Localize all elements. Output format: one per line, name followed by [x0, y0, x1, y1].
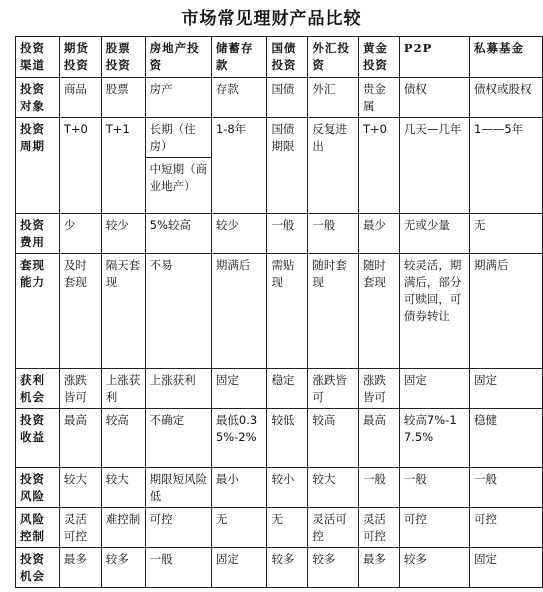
table-cell: T+1 [101, 118, 145, 214]
table-cell: 1-8年 [211, 118, 267, 214]
table-row [16, 78, 543, 118]
table-cell: 最少 [358, 214, 399, 254]
table-cell: 较多 [101, 548, 145, 588]
header-cell-bonds: 国债投资 [267, 37, 308, 78]
row-label: 风险控制 [16, 508, 60, 548]
table-cell: 稳定 [267, 369, 308, 409]
table-cell: 最高 [358, 409, 399, 468]
table-cell: 较大 [59, 468, 101, 508]
table-row [16, 409, 543, 468]
row-label: 投资机会 [16, 548, 60, 588]
row-label: 投资费用 [16, 214, 60, 254]
table-cell: 较大 [101, 468, 145, 508]
table-cell: 较高 [101, 409, 145, 468]
table-cell: 较少 [211, 214, 267, 254]
row-label: 投资风险 [16, 468, 60, 508]
table-row [16, 468, 543, 508]
header-row [16, 37, 543, 78]
table-row [16, 214, 543, 254]
table-cell: 固定 [211, 369, 267, 409]
table-cell: 灵活可控 [358, 508, 399, 548]
table-row [16, 118, 543, 158]
table-row [16, 548, 543, 588]
table-cell: 较低 [267, 409, 308, 468]
table-cell: 无或少量 [399, 214, 469, 254]
table-cell: 股票 [101, 78, 145, 118]
table-cell: 固定 [399, 369, 469, 409]
table-cell: 存款 [211, 78, 267, 118]
table-cell: 随时套现 [358, 254, 399, 369]
header-cell-stocks: 股票投资 [101, 37, 145, 78]
table-cell: 上涨获利 [145, 369, 211, 409]
table-cell: 期满后 [470, 254, 543, 369]
table-cell: 灵活可控 [308, 508, 359, 548]
table-cell: 较小 [267, 468, 308, 508]
table-cell: 一般 [145, 548, 211, 588]
table-cell: 反复进出 [308, 118, 359, 214]
table-cell: 长期（住房） [145, 118, 211, 158]
table-cell: 及时套现 [59, 254, 101, 369]
table-cell: 债权或股权 [470, 78, 543, 118]
table-cell: 不易 [145, 254, 211, 369]
table-cell: 固定 [211, 548, 267, 588]
table-cell: 一般 [470, 468, 543, 508]
table-cell: 较高 [308, 409, 359, 468]
table-cell: T+0 [59, 118, 101, 214]
table-cell: 较多 [399, 548, 469, 588]
row-label: 投资收益 [16, 409, 60, 468]
table-cell: 较多 [308, 548, 359, 588]
table-cell: 随时套现 [308, 254, 359, 369]
table-cell: 较大 [308, 468, 359, 508]
table-cell: 隔天套现 [101, 254, 145, 369]
header-cell-forex: 外汇投资 [308, 37, 359, 78]
row-label: 获利机会 [16, 369, 60, 409]
table-cell: 一般 [267, 214, 308, 254]
table-cell: 期满后 [211, 254, 267, 369]
table-cell: 商品 [59, 78, 101, 118]
table-cell: 最多 [59, 548, 101, 588]
table-cell: 涨跌皆可 [59, 369, 101, 409]
row-label: 投资对象 [16, 78, 60, 118]
table-cell: 最低0.35%-2% [211, 409, 267, 468]
table-cell: 稳健 [470, 409, 543, 468]
table-cell: 1——5年 [470, 118, 543, 214]
table-row [16, 254, 543, 369]
table-cell: 5%较高 [145, 214, 211, 254]
table-cell: 最多 [358, 548, 399, 588]
table-cell: 国债 [267, 78, 308, 118]
header-cell-gold: 黄金投资 [358, 37, 399, 78]
table-cell: 较高7%-17.5% [399, 409, 469, 468]
table-cell: 较灵活，期满后，部分可赎回，可债券转让 [399, 254, 469, 369]
table-cell: 中短期（商业地产） [145, 158, 211, 214]
table-cell: 不确定 [145, 409, 211, 468]
table-cell: 外汇 [308, 78, 359, 118]
table-cell: 固定 [470, 369, 543, 409]
table-cell: 较多 [267, 548, 308, 588]
table-cell: 无 [211, 508, 267, 548]
table-cell: T+0 [358, 118, 399, 214]
table-cell: 可控 [145, 508, 211, 548]
header-cell-futures: 期货投资 [59, 37, 101, 78]
header-cell-savings: 储蓄存款 [211, 37, 267, 78]
table-cell: 期限短风险低 [145, 468, 211, 508]
table-cell: 一般 [399, 468, 469, 508]
table-cell: 无 [470, 214, 543, 254]
table-cell: 上涨获利 [101, 369, 145, 409]
table-cell: 房产 [145, 78, 211, 118]
table-row [16, 369, 543, 409]
table-cell: 涨跌皆可 [358, 369, 399, 409]
table-cell: 国债期限 [267, 118, 308, 214]
header-cell-real-estate: 房地产投资 [145, 37, 211, 78]
table-cell: 一般 [308, 214, 359, 254]
comparison-table [15, 36, 543, 588]
table-cell: 灵活可控 [59, 508, 101, 548]
header-cell-p2p: P2P [399, 37, 469, 78]
table-cell: 难控制 [101, 508, 145, 548]
row-label: 套现能力 [16, 254, 60, 369]
table-cell: 一般 [358, 468, 399, 508]
table-cell: 无 [267, 508, 308, 548]
table-cell: 涨跌皆可 [308, 369, 359, 409]
document-title: 市场常见理财产品比较 [181, 9, 362, 29]
header-cell-channel: 投资渠道 [16, 37, 60, 78]
table-cell: 少 [59, 214, 101, 254]
table-cell: 固定 [470, 548, 543, 588]
row-label: 投资周期 [16, 118, 60, 214]
header-cell-private-fund: 私募基金 [470, 37, 543, 78]
table-cell: 债权 [399, 78, 469, 118]
table-cell: 最小 [211, 468, 267, 508]
table-cell: 需贴现 [267, 254, 308, 369]
table-cell: 较少 [101, 214, 145, 254]
table-cell: 最高 [59, 409, 101, 468]
table-cell: 可控 [470, 508, 543, 548]
table-cell: 贵金属 [358, 78, 399, 118]
table-cell: 可控 [399, 508, 469, 548]
table-row [16, 508, 543, 548]
table-cell: 几天—几年 [399, 118, 469, 214]
